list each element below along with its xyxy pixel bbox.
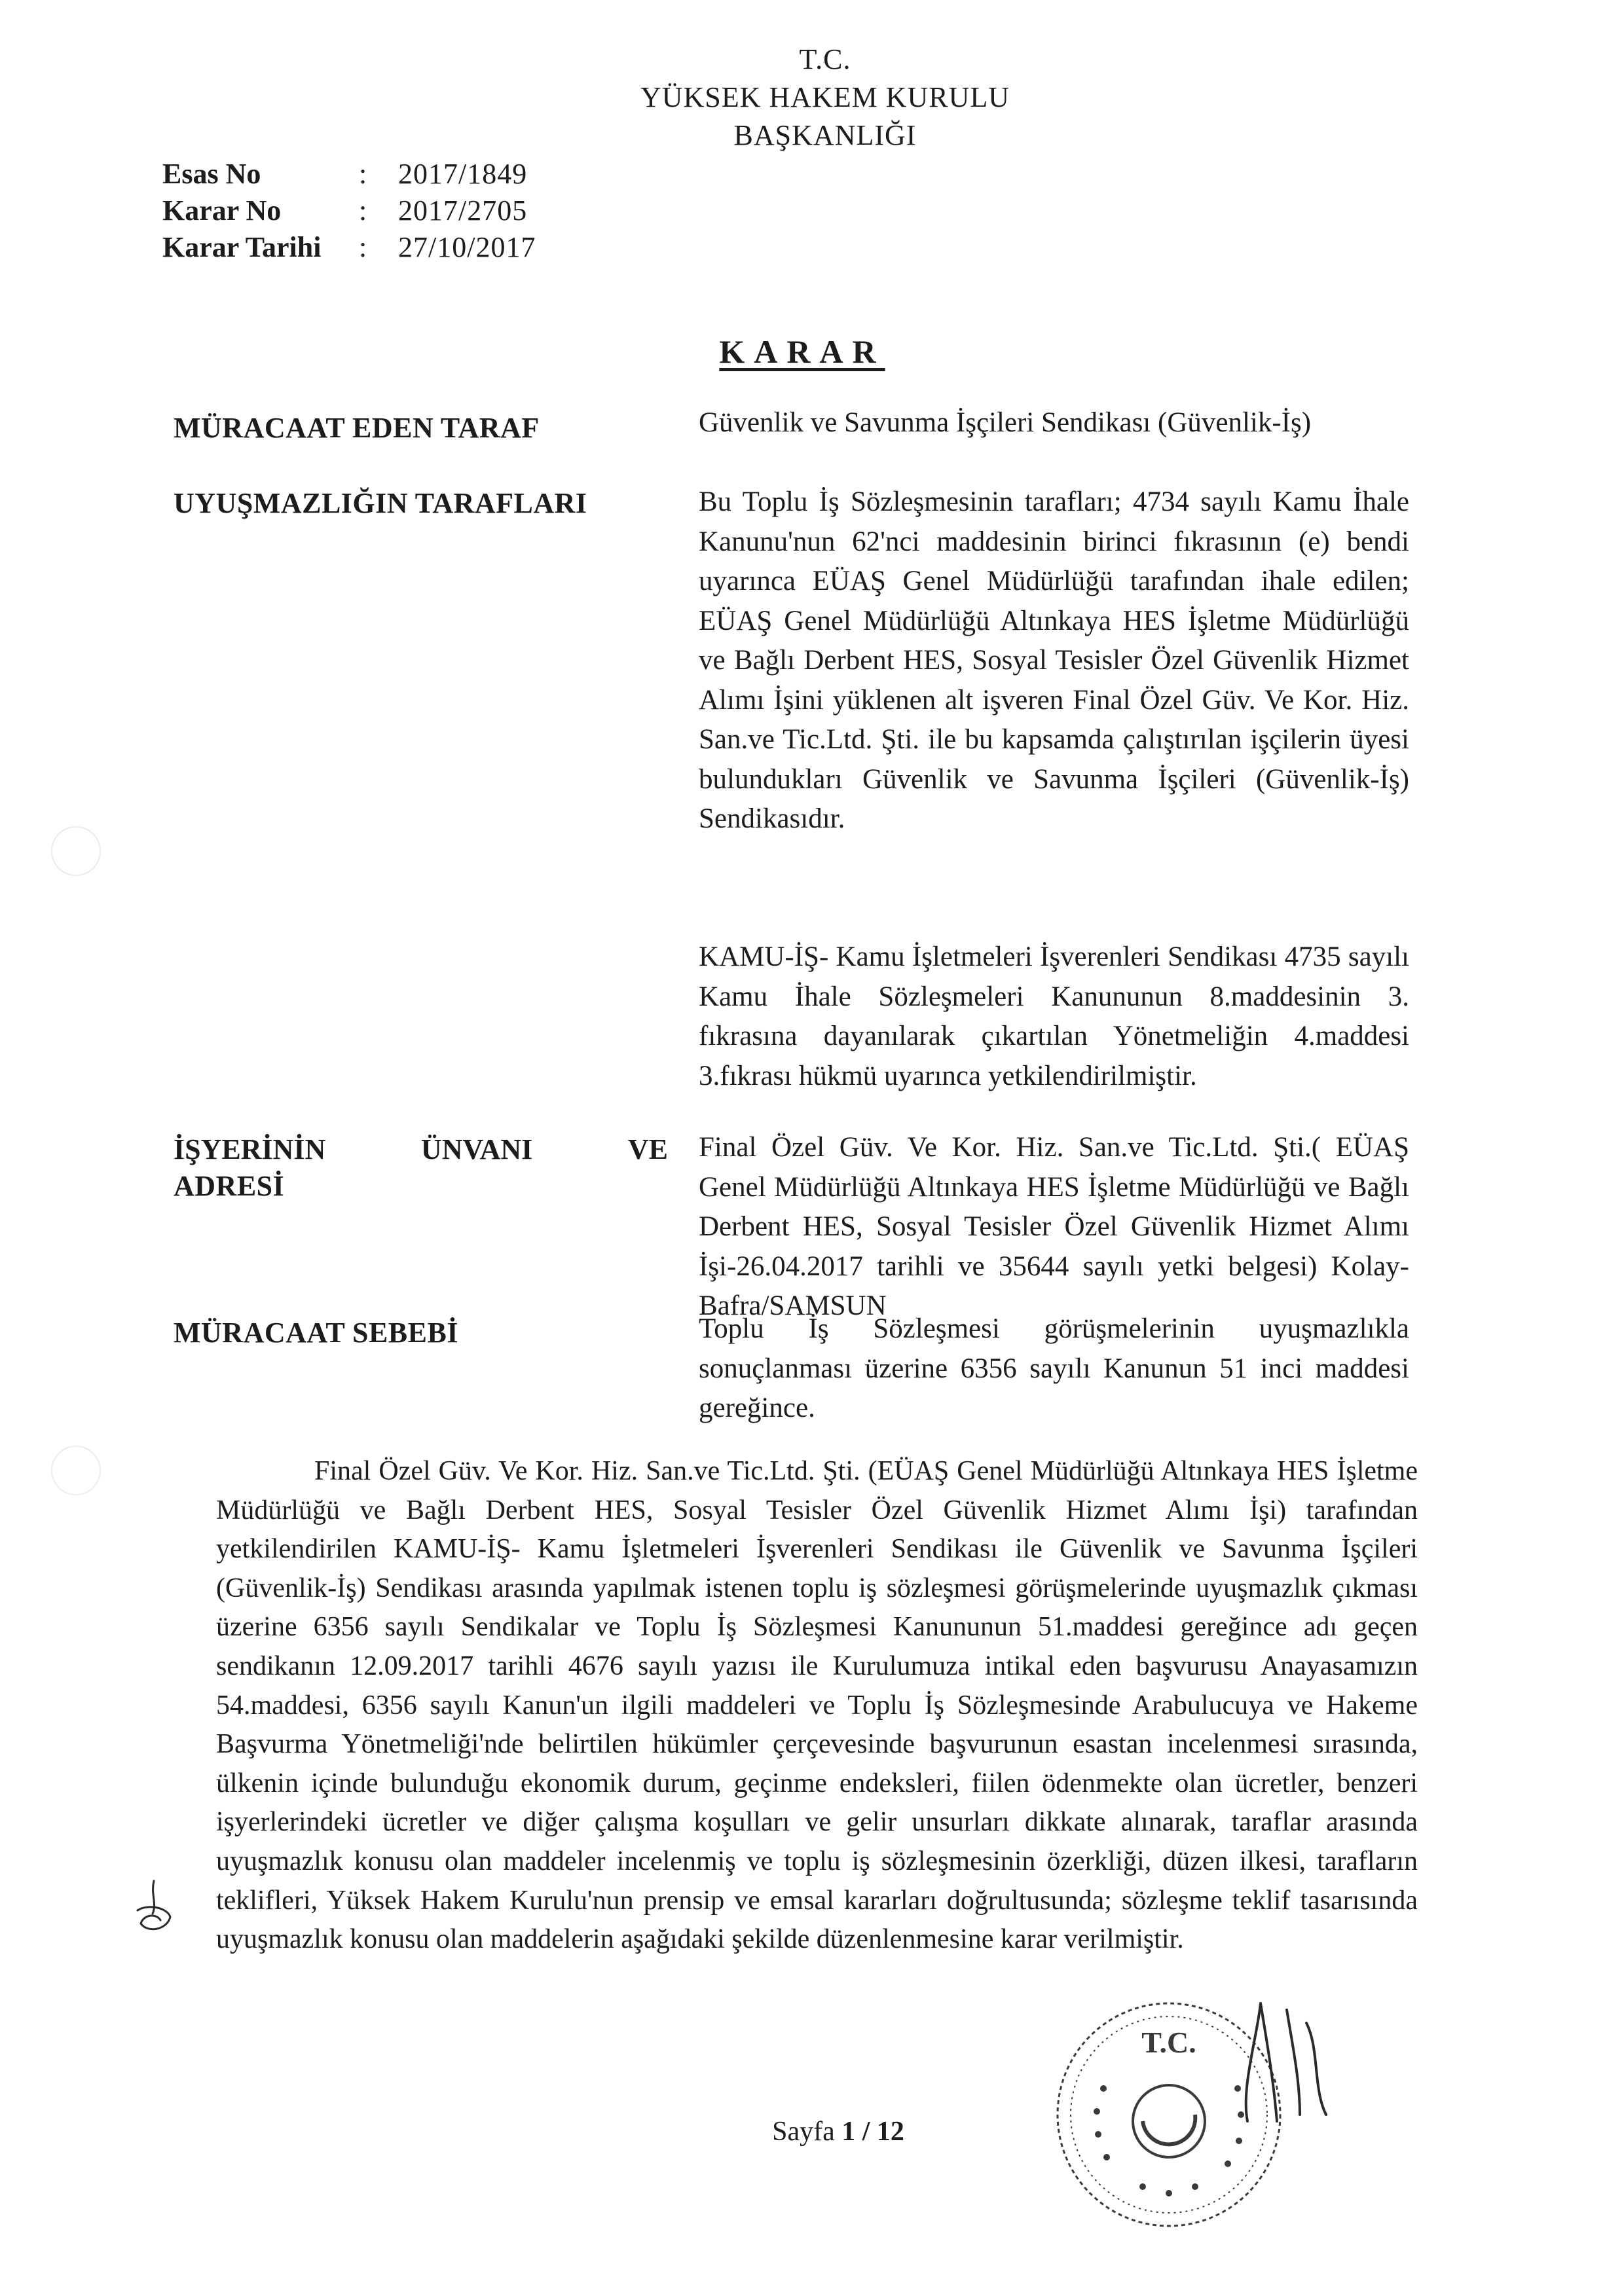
meta-colon: :: [359, 231, 367, 263]
workplace-label: [174, 1133, 668, 1166]
parties-paragraph-1: Bu Toplu İş Sözleşmesinin tarafları; 4734 sayılı Kamu İhale Kanunu'nun 62'nci maddesinin birinci fıkrasının (e) bendi uyarınca EÜAŞ Genel Müdürlüğü tarafından ihale edilen; EÜAŞ Genel Müdürlüğü Altınkaya HES İşletme Müdürlüğü ve Bağlı Derbent HES, Sosyal Tesisler Özel Güvenlik Hizmet Alımı İşini yüklenen alt işveren Final Özel Güv. Ve Kor. Hiz. San.ve Tic.Ltd. Şti. ile bu kapsamda çalıştırılan işçilerin üyesi bulundukları Güvenlik ve Savunma İşçileri (Güvenlik-İş) Sendikasıdır.: [699, 486, 1409, 834]
reason-label: MÜRACAAT SEBEBİ: [174, 1317, 458, 1349]
meta-key: Karar Tarihi: [162, 231, 322, 263]
punch-hole: [51, 1446, 101, 1495]
header-line-1: T.C.: [799, 43, 851, 75]
parties-value-2: [699, 938, 1409, 1096]
page-footer: [740, 2116, 936, 2147]
meta-row-karar: [162, 192, 536, 229]
meta-key: Esas No: [162, 158, 261, 190]
meta-key: Karar No: [162, 194, 282, 227]
meta-row-tarih: [162, 229, 536, 266]
header-line-3: BAŞKANLIĞI: [733, 119, 917, 151]
meta-row-esas: [162, 156, 536, 192]
meta-value: 2017/1849: [398, 158, 528, 190]
applicant-label: MÜRACAAT EDEN TARAF: [174, 412, 540, 444]
parties-paragraph-2: KAMU-İŞ- Kamu İşletmeleri İşverenleri Sendikası 4735 sayılı Kamu İhale Sözleşmeleri Kanununun 8.maddesinin 3. fıkrasına dayanılarak çıkartılan Yönetmeliğin 4.maddesi 3.fıkrası hükmü uyarınca yetkilendirilmiştir.: [699, 941, 1409, 1091]
decision-body: Final Özel Güv. Ve Kor. Hiz. San.ve Tic.Ltd. Şti. (EÜAŞ Genel Müdürlüğü Altınkaya HES İşletme Müdürlüğü ve Bağlı Derbent HES, Sosyal Tesisler Özel Güvenlik Hizmet Alımı İşi) tarafından yetkilendirilen KAMU-İŞ- Kamu İşletmeleri İşverenleri Sendikası ile Güvenlik ve Savunma İşçileri (Güvenlik-İş) Sendikası arasında yapılmak istenen toplu iş sözleşmesi görüşmelerinde uyuşmazlık çıkması üzerine 6356 sayılı Sendikalar ve Toplu İş Sözleşmesi Kanununun 51.maddesi gereğince adı geçen sendikanın 12.09.2017 tarihli 4676 sayılı yazısı ile Kurulumuza intikal eden başvurusu Anayasamızın 54.maddesi, 6356 sayılı Kanun'un ilgili maddeleri ve Toplu İş Sözleşmesinde Arabulucuya ve Hakeme Başvurma Yönetmeliği'nde belirtilen hükümler çerçevesinde başvurunun esastan incelenmesi sırasında, ülkenin içinde bulunduğu ekonomik durum, geçinme endeksleri, fiilen ödenmekte olan ücretler, benzeri işyerlerindeki ücretler ve diğer çalışma koşulları ve gelir unsurları dikkate alınarak, taraflar arasında uyuşmazlık konusu olan maddeler incelenmiş ve toplu iş sözleşmesinin özerkliği, düzen ilkesi, tarafların teklifleri, Yüksek Hakem Kurulu'nun prensip ve emsal kararları doğrultusunda; sözleşme teklif tasarısında uyuşmazlık konusu olan maddelerin aşağıdaki şekilde düzenlenmesine karar verilmiştir.: [216, 1456, 1418, 1955]
case-metadata: [162, 156, 536, 266]
header-line-2: YÜKSEK HAKEM KURULU: [640, 81, 1010, 113]
meta-colon: :: [359, 158, 367, 190]
workplace-label-word-3: VE: [627, 1133, 668, 1165]
workplace-label-word-1: İŞYERİNİN: [174, 1133, 326, 1165]
punch-hole: [51, 826, 101, 876]
reason-text: Toplu İş Sözleşmesi görüşmelerinin uyuşmazlıkla sonuçlanması üzerine 6356 sayılı Kanunun 51 inci maddesi gereğince.: [699, 1313, 1409, 1423]
signature-mark: [1221, 1990, 1339, 2134]
workplace-text: Final Özel Güv. Ve Kor. Hiz. San.ve Tic.Ltd. Şti.( EÜAŞ Genel Müdürlüğü Altınkaya HES İşletme Müdürlüğü ve Bağlı Derbent HES, Sosyal Tesisler Özel Güvenlik Hizmet Alımı İşi-26.04.2017 tarihli ve 35644 sayılı yetki belgesi) Kolay-Bafra/SAMSUN: [699, 1132, 1409, 1321]
workplace-value: [699, 1128, 1409, 1326]
page-number: 1 / 12: [841, 2117, 904, 2147]
parties-label: UYUŞMAZLIĞIN TARAFLARI: [174, 487, 587, 519]
meta-colon: :: [359, 194, 367, 227]
institution-header: [576, 41, 1074, 155]
parties-value: [699, 483, 1409, 839]
reason-value: [699, 1309, 1409, 1429]
meta-value: 27/10/2017: [398, 231, 536, 263]
applicant-value: [699, 403, 1409, 443]
page-prefix: Sayfa: [772, 2117, 842, 2147]
workplace-label-line-2: ADRESİ: [174, 1170, 285, 1202]
applicant-text: Güvenlik ve Savunma İşçileri Sendikası (Güvenlik-İş): [699, 407, 1312, 438]
decision-title: KARAR: [719, 333, 885, 370]
workplace-label-word-2: ÜNVANI: [420, 1133, 533, 1165]
seal-text: T.C.: [1141, 2026, 1196, 2059]
meta-value: 2017/2705: [398, 194, 528, 227]
initials-mark: [128, 1878, 180, 1937]
